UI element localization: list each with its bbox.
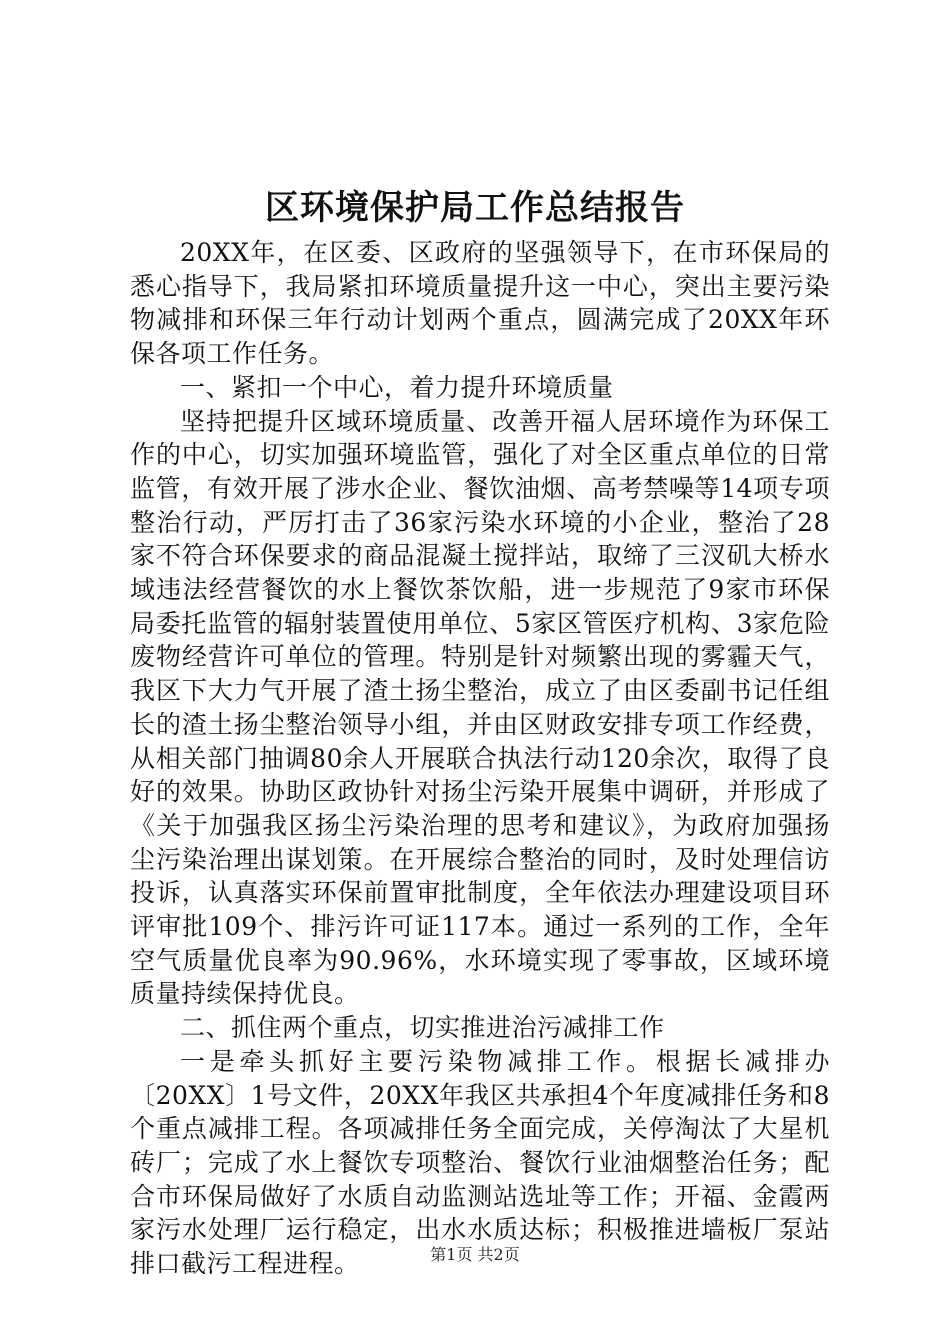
section-heading-2: 二、抓住两个重点，切实推进治污减排工作 bbox=[180, 1013, 665, 1043]
document-body bbox=[130, 236, 830, 1281]
document-title: 区环境保护局工作总结报告 bbox=[265, 188, 685, 228]
page-footer: 第1页 共2页 bbox=[430, 1245, 520, 1264]
intro-paragraph: 20XX年，在区委、区政府的坚强领导下，在市环保局的悉心指导下，我局紧扣环境质量提升这一中心，突出主要污染物减排和环保三年行动计划两个重点，圆满完成了20XX年环保各项工作任务。 bbox=[130, 238, 830, 369]
section-1-paragraph: 坚持把提升区域环境质量、改善开福人居环境作为环保工作的中心，切实加强环境监管，强化了对全区重点单位的日常监管，有效开展了涉水企业、餐饮油烟、高考禁噪等14项专项整治行动，严厉打击了36家污染水环境的小企业，整治了28家不符合环保要求的商品混凝土搅拌站，取缔了三汊矶大桥水域违法经营餐饮的水上餐饮茶饮船，进一步规范了9家市环保局委托监管的辐射装置使用单位、5家区管医疗机构、3家危险废物经营许可单位的管理。特别是针对频繁出现的雾霾天气，我区下大力气开展了渣土扬尘整治，成立了由区委副书记任组长的渣土扬尘整治领导小组，并由区财政安排专项工作经费，从相关部门抽调80余人开展联合执法行动120余次，取得了良好的效果。协助区政协针对扬尘污染开展集中调研，并形成了《关于加强我区扬尘污染治理的思考和建议》，为政府加强扬尘污染治理出谋划策。在开展综合整治的同时，及时处理信访投诉，认真落实环保前置审批制度，全年依法办理建设项目环评审批109个、排污许可证117本。通过一系列的工作，全年空气质量优良率为90.96%，水环境实现了零事故，区域环境质量持续保持优良。 bbox=[130, 406, 830, 1009]
section-2-paragraph: 一是牵头抓好主要污染物减排工作。根据长减排办〔20XX〕1号文件，20XX年我区共承担4个年度减排任务和8个重点减排工程。各项减排任务全面完成，关停淘汰了大星机砖厂；完成了水上餐饮专项整治、餐饮行业油烟整治任务；配合市环保局做好了水质自动监测站选址等工作；开福、金霞两家污水处理厂运行稳定，出水水质达标；积极推进墙板厂泵站排口截污工程进程。 bbox=[130, 1046, 830, 1279]
section-heading-1: 一、紧扣一个中心，着力提升环境质量 bbox=[180, 372, 614, 402]
